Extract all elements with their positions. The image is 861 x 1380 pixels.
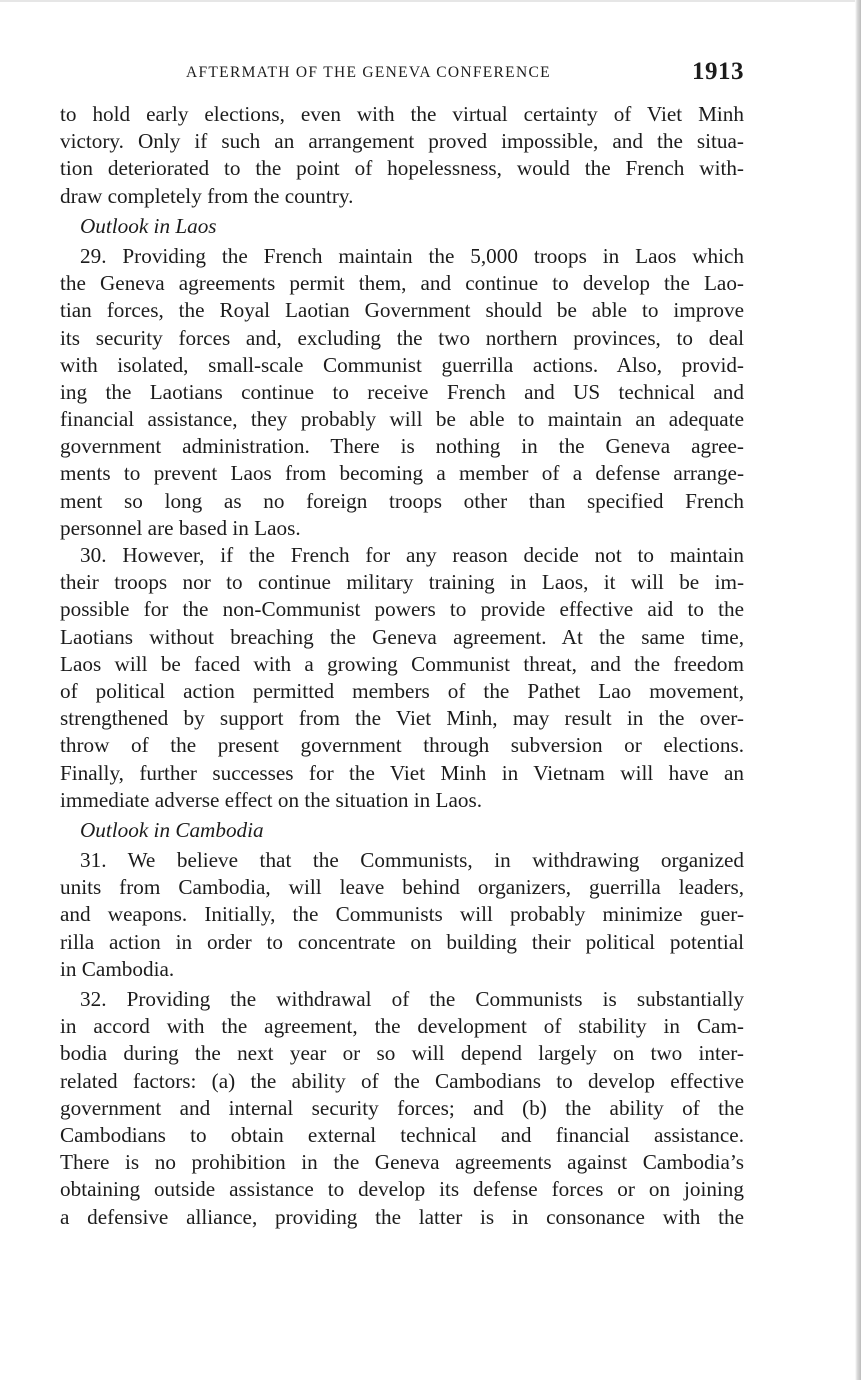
body-text	[60, 101, 744, 1231]
paragraph-31	[60, 847, 744, 983]
text-line: Cambodians to obtain external technical and financial assistance.	[60, 1122, 744, 1147]
running-head-title: AFTERMATH OF THE GENEVA CONFERENCE	[186, 64, 551, 81]
text-line: 30. However, if the French for any reason decide not to maintain	[80, 543, 744, 567]
text-line: rilla action in order to concentrate on building their political potential	[60, 929, 744, 954]
page-number: 1913	[692, 58, 744, 85]
text-line: their troops nor to continue military training in Laos, it will be im-	[60, 570, 744, 595]
text-line: possible for the non-Communist powers to provide effective aid to the	[60, 597, 744, 622]
text-line: the Geneva agreements permit them, and continue to develop the Lao-	[60, 271, 744, 296]
text-line: to hold early elections, even with the virtual certainty of Viet Minh	[60, 102, 744, 126]
text-line: 31. We believe that the Communists, in withdrawing organized	[80, 848, 744, 873]
text-line: its security forces and, excluding the two northern provinces, to deal	[60, 325, 744, 350]
text-line: with isolated, small-scale Communist guerrilla actions. Also, provid-	[60, 352, 744, 377]
text-line: 29. Providing the French maintain the 5,000 troops in Laos which	[80, 243, 744, 268]
text-line: and weapons. Initially, the Communists will probably minimize guer-	[60, 902, 744, 927]
paragraph-29	[60, 243, 744, 542]
text-line: a defensive alliance, providing the latter is in consonance with the	[60, 1204, 744, 1229]
text-line: throw of the present government through subversion or elections.	[60, 733, 744, 758]
paragraph-continued	[60, 101, 744, 210]
text-line: obtaining outside assistance to develop its defense forces or on joining	[60, 1177, 744, 1202]
text-line: units from Cambodia, will leave behind organizers, guerrilla leaders,	[60, 875, 744, 900]
paragraph-32	[60, 986, 744, 1231]
text-line: related factors: (a) the ability of the Cambodians to develop effective	[60, 1068, 744, 1093]
text-line: financial assistance, they probably will be able to maintain an adequate	[60, 407, 744, 432]
text-line: Laos will be faced with a growing Communist threat, and the freedom	[60, 651, 744, 676]
running-head	[60, 58, 744, 90]
text-line: There is no prohibition in the Geneva agreements against Cambodia’s	[60, 1150, 744, 1175]
section-heading-laos: Outlook in Laos	[80, 213, 217, 238]
text-line: strengthened by support from the Viet Minh, may result in the over-	[60, 706, 744, 731]
paragraph-30	[60, 542, 744, 814]
page-edge-shadow	[855, 0, 861, 1380]
text-line: tion deteriorated to the point of hopelessness, would the French with-	[60, 156, 744, 181]
text-line: in Cambodia.	[60, 956, 175, 981]
text-line: draw completely from the country.	[60, 183, 354, 208]
section-heading-cambodia: Outlook in Cambodia	[80, 817, 264, 842]
text-line: victory. Only if such an arrangement proved impossible, and the situa-	[60, 129, 744, 154]
page-top-rule	[0, 0, 861, 2]
text-line: Finally, further successes for the Viet Minh in Vietnam will have an	[60, 760, 744, 785]
text-line: of political action permitted members of the Pathet Lao movement,	[60, 678, 744, 703]
text-line: personnel are based in Laos.	[60, 515, 301, 540]
text-line: government and internal security forces; and (b) the ability of the	[60, 1095, 744, 1120]
text-line: 32. Providing the withdrawal of the Communists is substantially	[80, 987, 744, 1011]
text-line: bodia during the next year or so will depend largely on two inter-	[60, 1041, 744, 1066]
text-line: government administration. There is nothing in the Geneva agree-	[60, 434, 744, 459]
text-line: ing the Laotians continue to receive French and US technical and	[60, 379, 744, 404]
text-line: immediate adverse effect on the situation in Laos.	[60, 787, 483, 812]
text-line: in accord with the agreement, the development of stability in Cam-	[60, 1014, 744, 1039]
text-line: Laotians without breaching the Geneva agreement. At the same time,	[60, 624, 744, 649]
text-line: ments to prevent Laos from becoming a member of a defense arrange-	[60, 461, 744, 486]
text-line: tian forces, the Royal Laotian Government should be able to improve	[60, 298, 744, 323]
text-line: ment so long as no foreign troops other than specified French	[60, 488, 744, 513]
